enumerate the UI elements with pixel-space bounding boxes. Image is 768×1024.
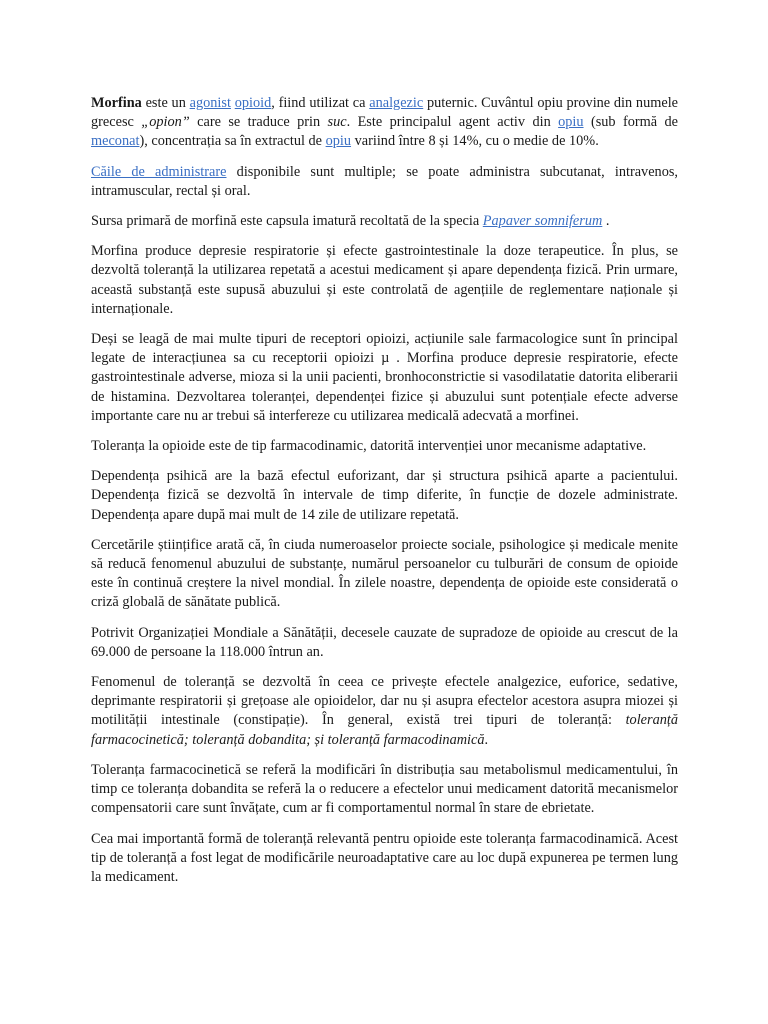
paragraph-toleranta-farmacodinamica xyxy=(91,830,678,888)
text-run: Cea mai importantă formă de toleranță relevantă pentru opioide este toleranța farmacodinamică. Acest tip de toleranță a fost legat de modificările neuroadaptative care au loc după expunerea pe termen lung la medicament. xyxy=(91,830,678,885)
text-run: . xyxy=(484,731,489,748)
term-morfina: Morfina xyxy=(91,95,142,111)
link-meconat[interactable]: meconat xyxy=(91,133,140,150)
text-run: disponibile sunt multiple; se poate administra subcutanat, intravenos, intramuscular, rectal și oral. xyxy=(91,163,678,199)
text-run: Deși se leagă de mai multe tipuri de receptori opioizi, acțiunile sale farmacologice sunt în principal legate de interacțiunea sa cu receptorii opioizi µ . Morfina produce depresie respiratorie, efecte gastrointestinale adverse, mioza si la unii pacienti, bronhoconstrictie si vasodilatatie datorita eliberarii de histamina. Dezvoltarea toleranței, dependenței fizice și abuzului sunt potențiale efecte adverse importante care nu ar trebui să interfereze cu utilizarea medicală adecvată a morfinei. xyxy=(91,331,678,424)
document-body xyxy=(91,94,678,898)
paragraph-cai-administrare xyxy=(91,163,678,201)
text-run: Morfina produce depresie respiratorie și efecte gastrointestinale la doze terapeutice. În plus, se dezvoltă toleranță la utilizarea repetată a acestui medicament și apare dependența fizică. Prin urmare, această substanță este supusă abuzului și este controlată de agențiile de reglementare naționale și internaționale. xyxy=(91,243,678,317)
term-tipuri-toleranta: toleranță farmacocinetică; toleranță dobandita; și toleranță farmacodinamică xyxy=(91,712,678,748)
text-run: Sursa primară de morfină este capsula imatură recoltată de la specia xyxy=(91,213,483,230)
link-analgezic[interactable]: analgezic xyxy=(369,95,424,111)
link-agonist[interactable]: agonist xyxy=(189,95,231,111)
text-run: . xyxy=(602,213,610,230)
term-suc: suc xyxy=(327,114,347,131)
text-run: care se traduce prin xyxy=(189,114,328,131)
paragraph-fenomen-toleranta xyxy=(91,673,678,750)
text-run: variind între 8 și 14%, cu o medie de 10%. xyxy=(351,133,599,150)
paragraph-cercetari xyxy=(91,536,678,613)
paragraph-efecte xyxy=(91,242,678,319)
text-run: , fiind utilizat ca xyxy=(271,95,370,111)
text-run: Potrivit Organizației Mondiale a Sănătății, decesele cauzate de supradoze de opioide au crescut de la 69.000 de persoane la 118.000 întrun an. xyxy=(91,624,678,660)
link-caile-de-administrare[interactable]: Căile de administrare xyxy=(91,163,227,180)
paragraph-sursa xyxy=(91,212,678,231)
text-run: Dependența psihică are la bază efectul euforizant, dar și structura psihică aparte a pacientului. Dependența fizică se dezvoltă în intervale de timp diferite, în funcție de dozele administrate. Dependența apare după mai mult de 14 zile de utilizare repetată. xyxy=(91,468,678,523)
term-opion: „opion” xyxy=(141,114,190,131)
link-opiu[interactable]: opiu xyxy=(558,114,584,131)
text-run: . Este principalul agent activ din xyxy=(346,114,559,131)
text-run: puternic. Cuvântul opiu provine din numele grecesc xyxy=(91,95,679,131)
text-run: Toleranța la opioide este de tip farmacodinamic, datorită intervenției unor mecanisme adaptative. xyxy=(91,438,647,455)
text-run: ), concentrația sa în extractul de xyxy=(139,133,326,150)
paragraph-receptori xyxy=(91,330,678,426)
paragraph-morfina-definitie xyxy=(91,94,678,152)
link-papaver-somniferum[interactable]: Papaver somniferum xyxy=(482,213,603,230)
paragraph-oms xyxy=(91,624,678,662)
text-run: Fenomenul de toleranță se dezvoltă în ceea ce privește efectele analgezice, euforice, sedative, deprimante respiratorii și grețoase ale opioidelor, dar nu și asupra efectelor acestora asupra miozei și motilității intestinale (constipație). În general, există trei tipuri de toleranță: xyxy=(91,674,678,729)
paragraph-toleranta-tip xyxy=(91,437,678,456)
text-run: Cercetările științifice arată că, în ciuda numeroaselor proiecte sociale, psihologice și medicale menite să reducă fenomenul abuzului de substanțe, numărul persoanelor cu tulburări de consum de opioide este în continuă creștere la nivel mondial. În zilele noastre, dependența de opioide este considerată o criză globală de sănătate publică. xyxy=(91,536,678,611)
text-run: este un xyxy=(141,95,190,111)
link-opiu[interactable]: opiu xyxy=(325,133,352,150)
text-run: Toleranța farmacocinetică se referă la modificări în distribuția sau metabolismul medicamentului, în timp ce toleranța dobandita se referă la o reducere a efectelor unui medicament datorită mecanismelor compensatorii care sunt învățate, cum ar fi comportamentul normal în stare de ebrietate. xyxy=(91,761,678,817)
paragraph-toleranta-farmacocinetica xyxy=(91,761,678,819)
link-opioid[interactable]: opioid xyxy=(234,95,272,111)
text-run: (sub formă de xyxy=(583,114,678,131)
paragraph-dependenta xyxy=(91,467,678,525)
